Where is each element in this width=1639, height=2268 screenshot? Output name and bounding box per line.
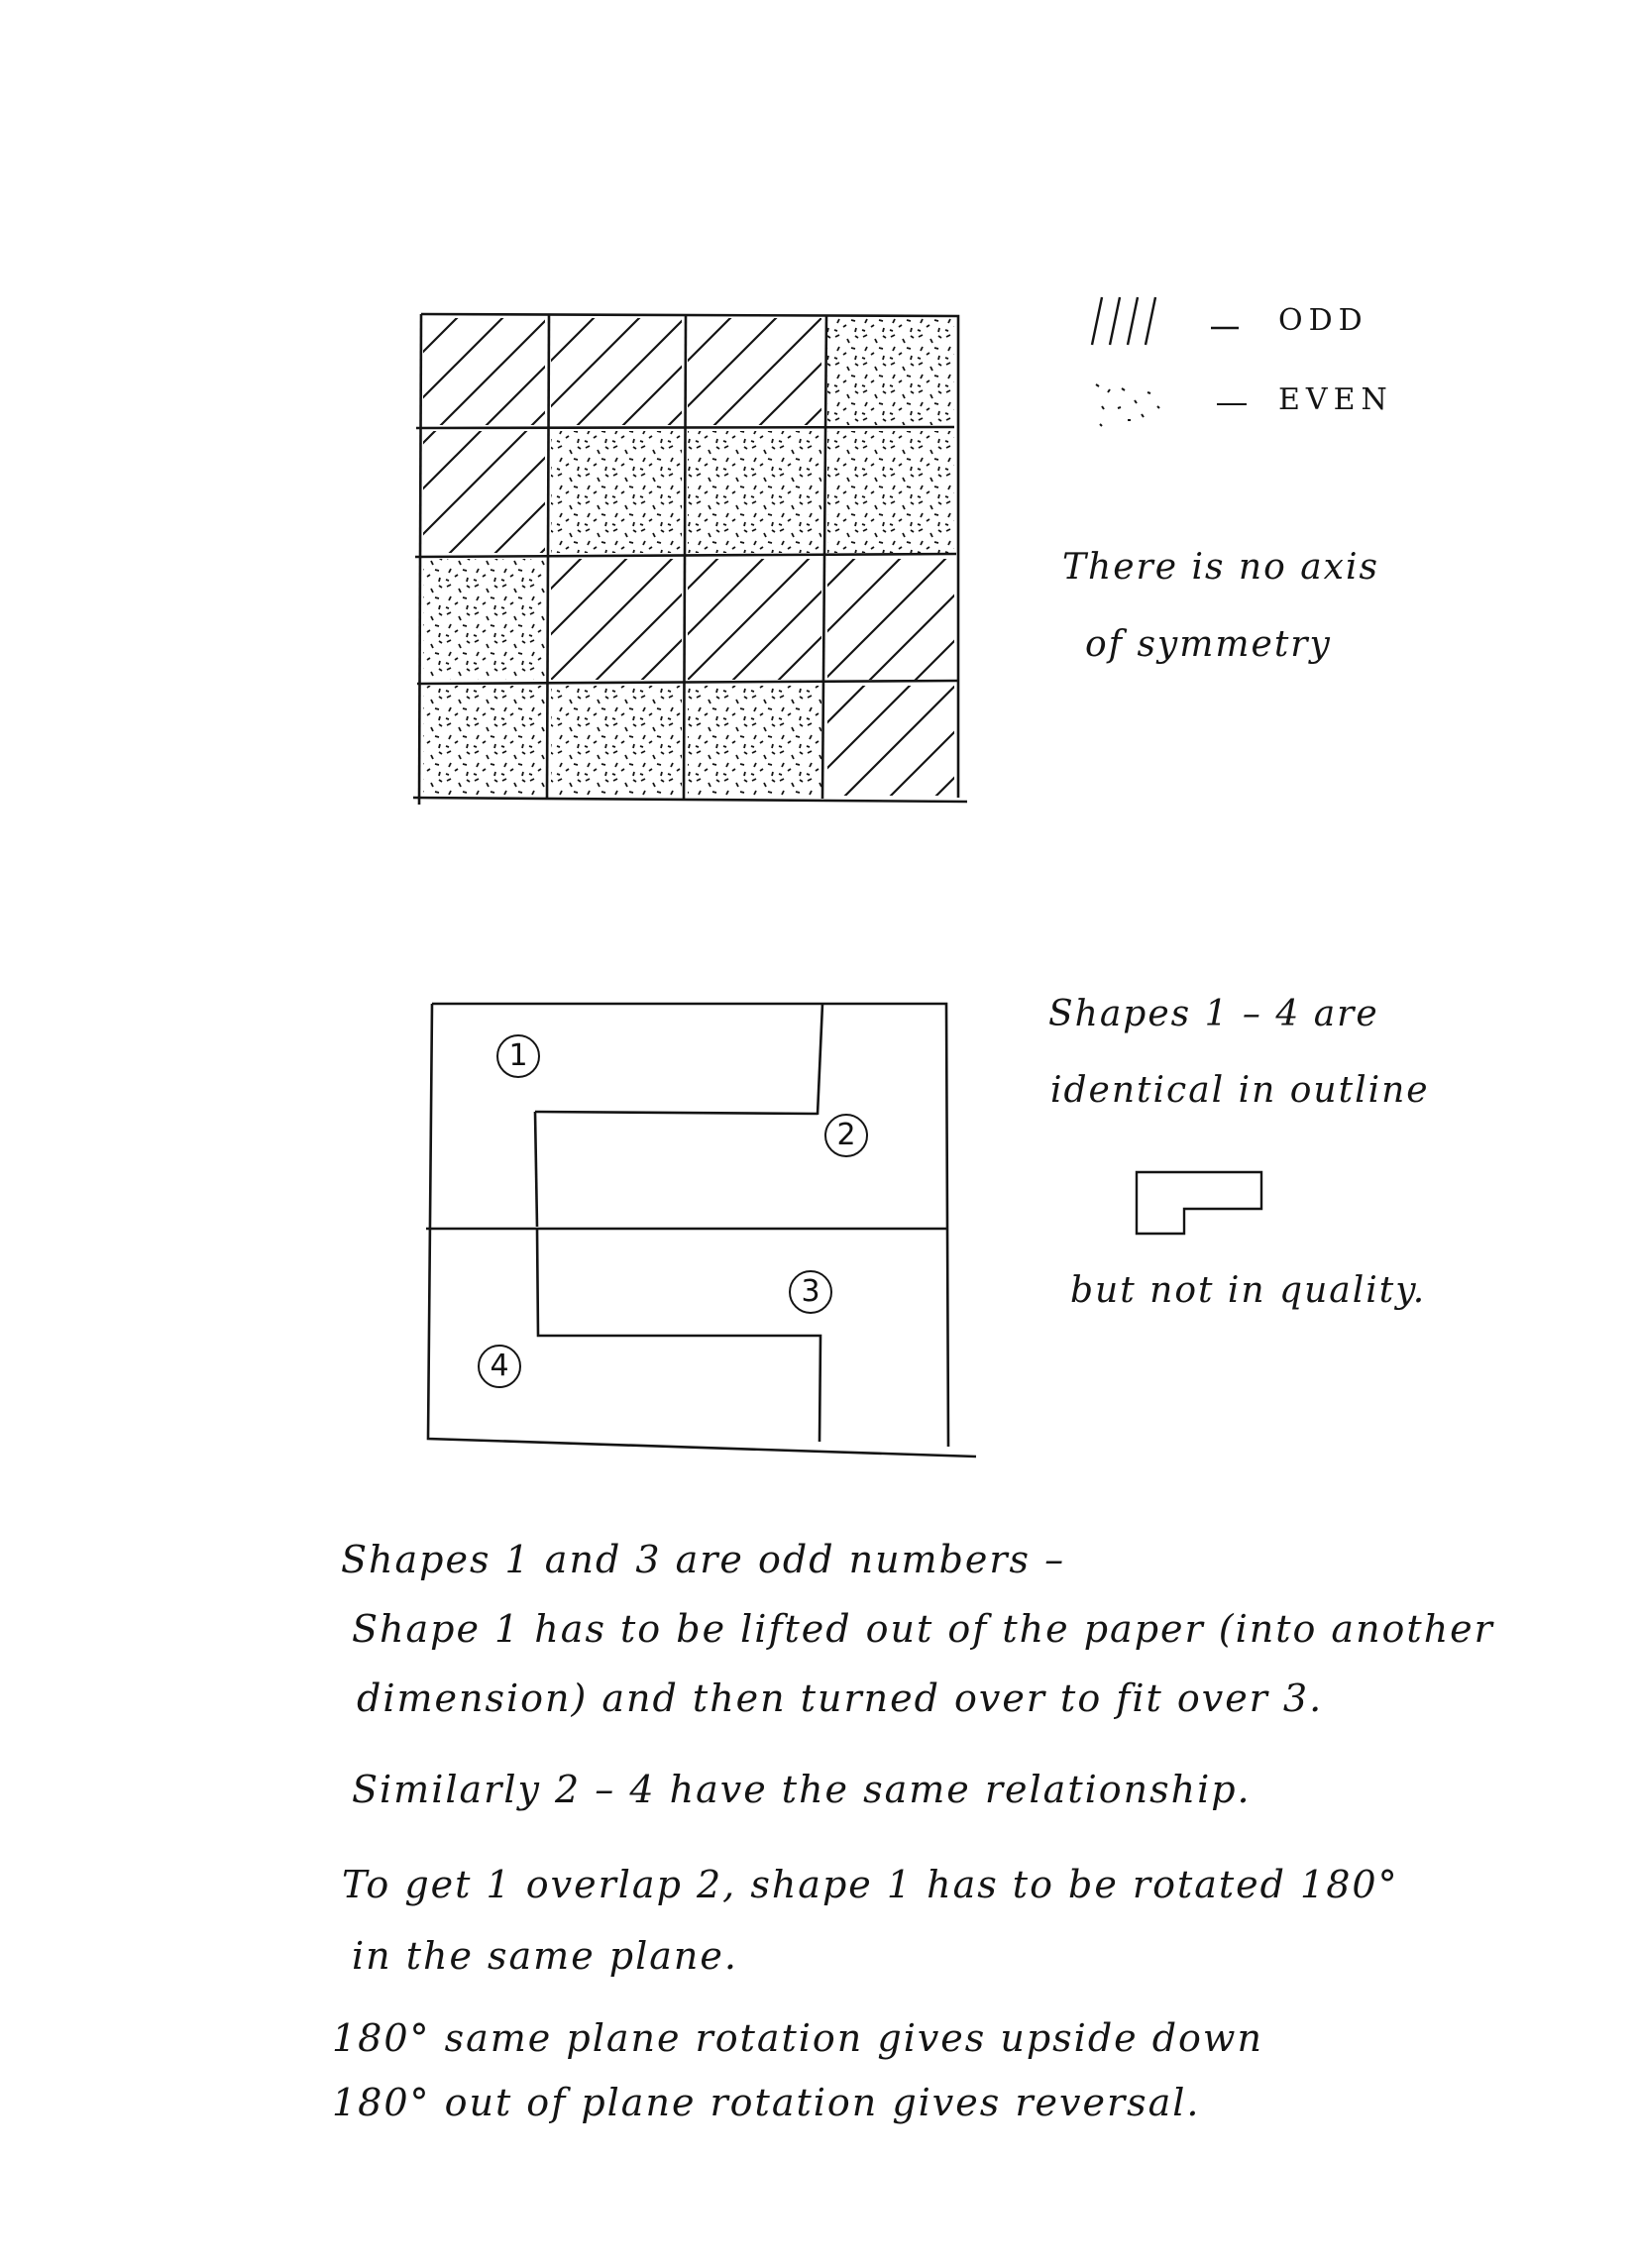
symmetry-note-line1: There is no axis	[1062, 547, 1379, 588]
grid-cell-odd	[827, 686, 954, 796]
grid-cell-odd	[827, 559, 954, 680]
grid-cell-even	[827, 431, 954, 553]
grid-cell-even	[688, 431, 821, 553]
dots-icon	[1096, 384, 1247, 426]
hatch-icon	[1092, 297, 1239, 345]
grid-cell-odd	[551, 559, 682, 680]
grid-cell-even	[423, 559, 545, 680]
grid-cell-odd	[688, 559, 821, 680]
grid-cell-odd	[423, 318, 545, 425]
shape-label-2: 2	[824, 1114, 868, 1157]
grid-cell-odd	[551, 318, 682, 425]
shapes-note-line3: but not in quality.	[1070, 1270, 1427, 1311]
shape-label-1: 1	[496, 1034, 540, 1078]
grid-cell-odd	[688, 318, 821, 425]
shapes-note-line1: Shapes 1 – 4 are	[1048, 994, 1379, 1034]
paragraph-line: To get 1 overlap 2, shape 1 has to be rotated 180°	[342, 1863, 1399, 1906]
shape-label-3: 3	[789, 1270, 832, 1314]
paragraph-line: Shape 1 has to be lifted out of the paper (into another	[352, 1607, 1494, 1651]
paragraph-line: 180° out of plane rotation gives reversal.	[332, 2081, 1201, 2124]
grid-cell-odd	[423, 431, 545, 553]
paragraph-line: Similarly 2 – 4 have the same relationship.	[352, 1768, 1252, 1811]
paragraph-line: dimension) and then turned over to fit over 3.	[357, 1676, 1324, 1720]
grid-cell-even	[551, 431, 682, 553]
legend-even-label: EVEN	[1278, 382, 1393, 417]
paragraph-line: in the same plane.	[352, 1934, 738, 1978]
shapes-note-line2: identical in outline	[1050, 1070, 1430, 1111]
shape-label-4: 4	[478, 1345, 521, 1388]
paragraph-line: 180° same plane rotation gives upside down	[332, 2016, 1263, 2060]
grid-cell-even	[827, 318, 954, 425]
legend-odd-label: ODD	[1278, 303, 1368, 338]
paragraph-line: Shapes 1 and 3 are odd numbers –	[341, 1538, 1066, 1581]
shape-outline-icon	[1137, 1172, 1261, 1234]
grid-cell-even	[688, 686, 821, 796]
grid-cell-even	[551, 686, 682, 796]
grid-cell-even	[423, 686, 545, 796]
symmetry-note-line2: of symmetry	[1085, 624, 1332, 665]
